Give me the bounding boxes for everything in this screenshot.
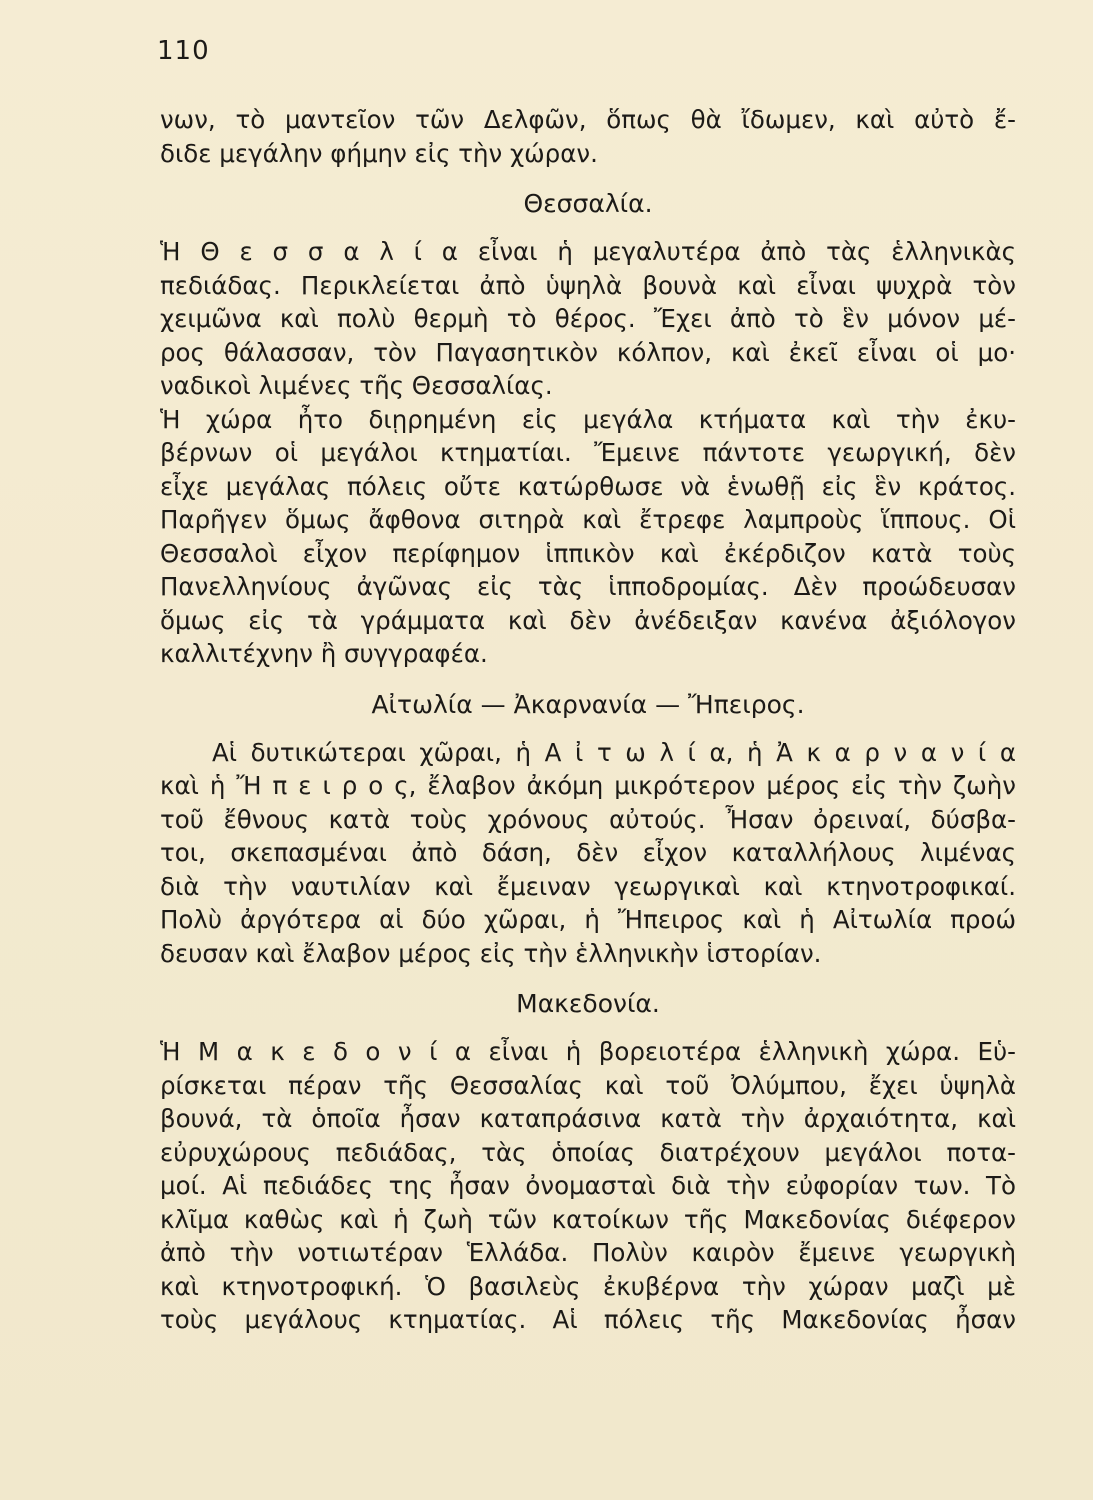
section-heading-macedonia: Μακεδονία. [516,989,660,1018]
text-line: μοί. Αἱ πεδιάδες της ἦσαν ὀνομασταὶ διὰ τὴν εὐφορίαν των. Τὸ [160,1171,1016,1200]
text-line: πεδιάδας. Περικλείεται ἀπὸ ὑψηλὰ βουνὰ καὶ εἶναι ψυχρὰ τὸν [160,270,1016,300]
text-line: δευσαν καὶ ἔλαβον μέρος εἰς τὴν ἑλληνικὴν ἱστορίαν. [160,938,822,968]
section-heading-aetolia: Αἰτωλία — Ἀκαρνανία — Ἤπειρος. [371,689,805,719]
text-line: ἀπὸ τὴν νοτιωτέραν Ἑλλάδα. Πολὺν καιρὸν ἔμεινε γεωργικὴ [160,1238,1016,1267]
text-line: Παρῆγεν ὅμως ἄφθονα σιτηρὰ καὶ ἔτρεφε λαμπροὺς ἵππους. Οἱ [160,505,1016,534]
text-line: Αἱ δυτικώτεραι χῶραι, ἡ Α ἰ τ ω λ ί α, ἡ Ἀ κ α ρ ν α ν ί α [212,737,1016,767]
text-line: Πανελληνίους ἀγῶνας εἰς τὰς ἱπποδρομίας. Δὲν προώδευσαν [160,572,1016,601]
text-line: εὐρυχώρους πεδιάδας, τὰς ὁποίας διατρέχουν μεγάλοι ποτα- [160,1137,1016,1167]
text-line: Ἡ Θ ε σ σ α λ ί α εἶναι ἡ μεγαλυτέρα ἀπὸ τὰς ἑλληνικὰς [160,237,1016,266]
paragraph-macedonia [160,1035,1016,1337]
paragraph-delphi [160,103,1016,170]
text-line: ρίσκεται πέραν τῆς Θεσσαλίας καὶ τοῦ Ὀλύμπου, ἔχει ὑψηλὰ [160,1070,1016,1100]
text-line: βέρνων οἱ μεγάλοι κτηματίαι. Ἔμεινε πάντοτε γεωργική, δὲν [160,438,1016,467]
text-line: ναδικοὶ λιμένες τῆς Θεσσαλίας. [160,371,553,400]
paragraph-thessaly-1 [160,235,1016,403]
text-line: κλῖμα καθὼς καὶ ἡ ζωὴ τῶν κατοίκων τῆς Μακεδονίας διέφερον [160,1204,1016,1234]
text-line: ρος θάλασσαν, τὸν Παγασητικὸν κόλπον, καὶ ἐκεῖ εἶναι οἱ μο· [160,337,1016,367]
text-line: διὰ τὴν ναυτιλίαν καὶ ἔμειναν γεωργικαὶ καὶ κτηνοτροφικαί. [160,871,1016,901]
text-line: Ἡ Μ α κ ε δ ο ν ί α εἶναι ἡ βορειοτέρα ἑλληνικὴ χώρα. Εὑ- [160,1037,1016,1066]
text-line: τοὺς μεγάλους κτηματίας. Αἱ πόλεις τῆς Μακεδονίας ἦσαν [160,1305,1016,1334]
text-line: εἶχε μεγάλας πόλεις οὔτε κατώρθωσε νὰ ἑνωθῇ εἰς ἓν κράτος. [160,471,1016,501]
text-line: τοῦ ἔθνους κατὰ τοὺς χρόνους αὐτούς. Ἦσαν ὀρειναί, δύσβα- [160,804,1016,834]
text-line: ὅμως εἰς τὰ γράμματα καὶ δὲν ἀνέδειξαν κανένα ἀξιόλογον [160,605,1016,635]
page-number: 110 [157,36,210,66]
text-line: Πολὺ ἀργότερα αἱ δύο χῶραι, ἡ Ἤπειρος καὶ ἡ Αἰτωλία προώ [160,905,1016,934]
page-text [160,103,1016,1337]
text-line: Ἡ χώρα ἦτο διῃρημένη εἰς μεγάλα κτήματα καὶ τὴν ἐκυ- [160,404,1016,434]
text-line: χειμῶνα καὶ πολὺ θερμὴ τὸ θέρος. Ἔχει ἀπὸ τὸ ἓν μόνον μέ- [160,304,1016,333]
text-line: διδε μεγάλην φήμην εἰς τὴν χώραν. [160,138,598,168]
text-line: καὶ κτηνοτροφική. Ὁ βασιλεὺς ἐκυβέρνα τὴν χώραν μαζὶ μὲ [160,1271,1016,1301]
text-line: βουνά, τὰ ὁποῖα ἦσαν καταπράσινα κατὰ τὴν ἀρχαιότητα, καὶ [160,1104,1016,1133]
section-heading-thessaly: Θεσσαλία. [523,189,653,218]
paragraph-aetolia [160,736,1016,971]
text-line: Θεσσαλοὶ εἶχον περίφημον ἱππικὸν καὶ ἐκέρδιζον κατὰ τοὺς [160,538,1016,568]
text-line: καὶ ἡ Ἤ π ε ι ρ ο ς, ἔλαβον ἀκόμη μικρότερον μέρος εἰς τὴν ζωὴν [160,771,1016,800]
text-line: τοι, σκεπασμέναι ἀπὸ δάση, δὲν εἶχον καταλλήλους λιμένας [160,838,1016,867]
text-line: καλλιτέχνην ἢ συγγραφέα. [160,639,488,668]
text-line: νων, τὸ μαντεῖον τῶν Δελφῶν, ὅπως θὰ ἴδωμεν, καὶ αὐτὸ ἔ- [160,105,1016,134]
paragraph-thessaly-2 [160,403,1016,671]
